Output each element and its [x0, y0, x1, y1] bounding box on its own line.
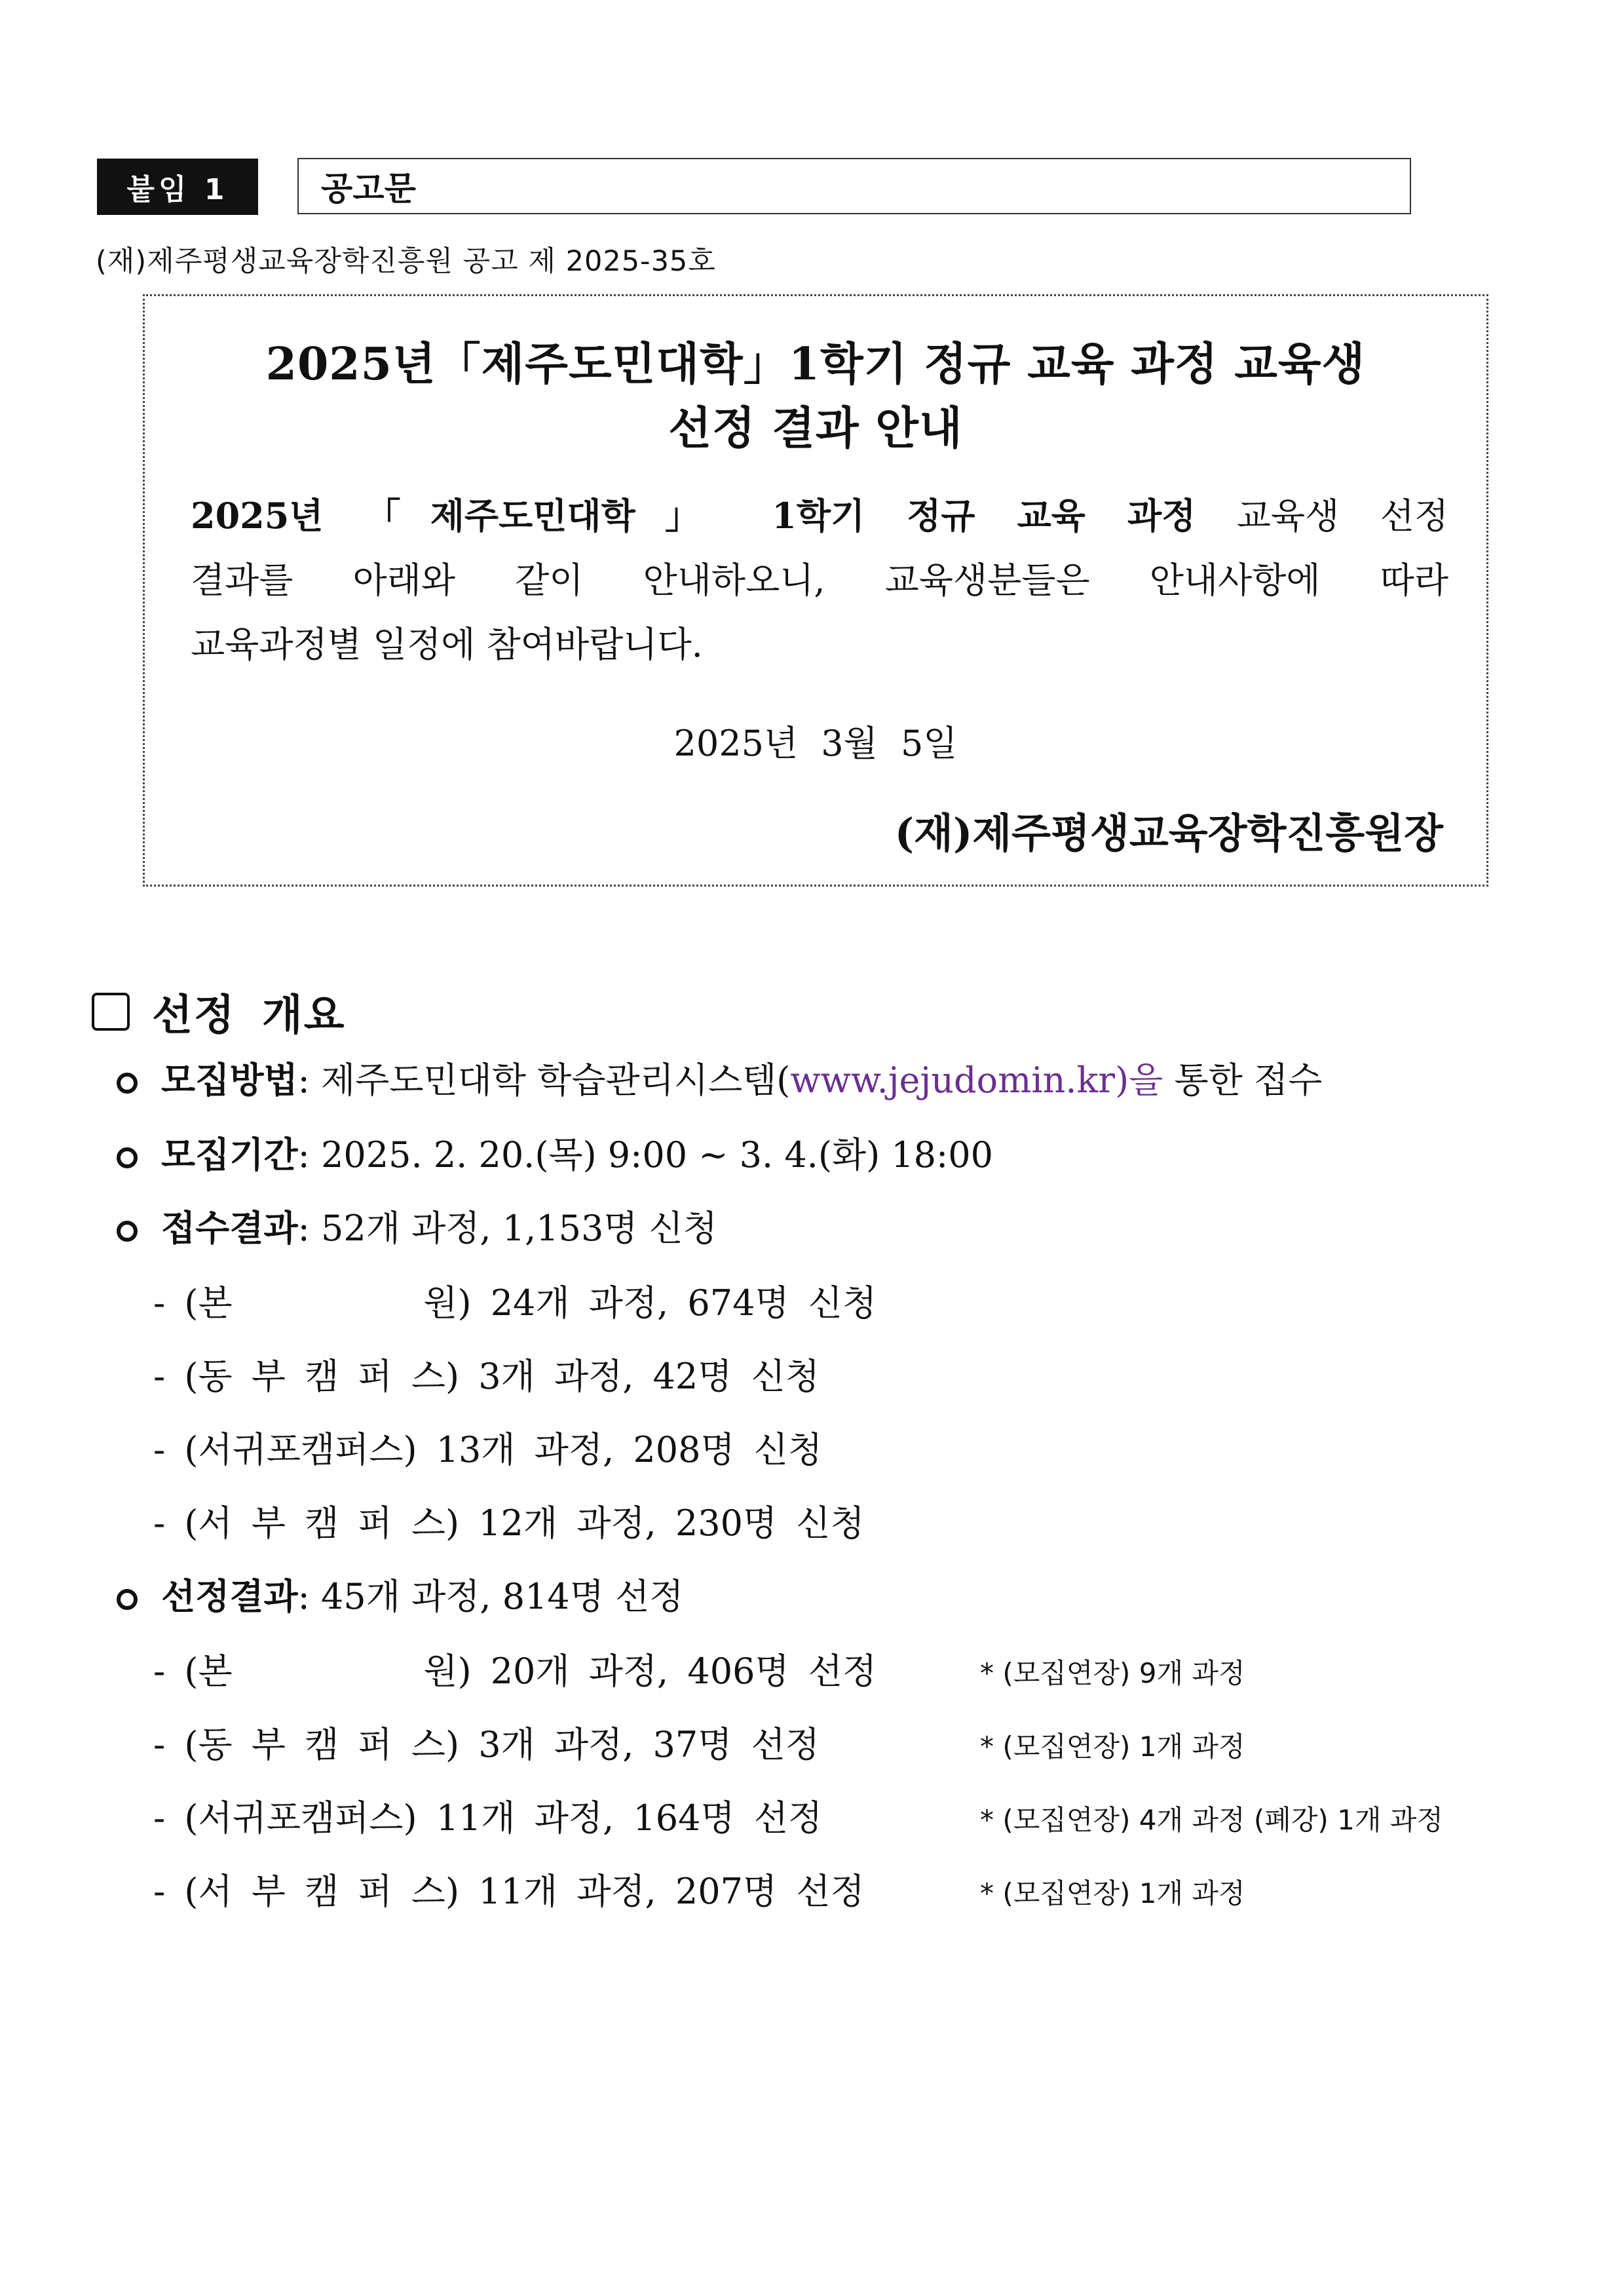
notice-body-line1-rest: 교육생 선정 [1196, 495, 1448, 537]
attachment-title: 공고문 [297, 158, 1411, 214]
notice-title-line2: 선정 결과 안내 [668, 402, 963, 455]
selection-note-west: * (모집연장) 1개 과정 [980, 1877, 1245, 1909]
circle-bullet-icon [117, 1073, 138, 1094]
notice-signer: (재)제주평생교육장학진흥원장 [894, 809, 1443, 857]
circle-bullet-icon [117, 1221, 138, 1242]
selection-row-main: - (본 원) 20개 과정, 406명 선정 [153, 1651, 877, 1692]
selection-note-east: * (모집연장) 1개 과정 [980, 1731, 1245, 1763]
circle-bullet-icon [117, 1147, 138, 1168]
circle-bullet-icon [117, 1589, 138, 1610]
list-item-recruit-period [117, 1127, 993, 1177]
notice-date: 2025년 3월 5일 [673, 723, 958, 764]
notice-body-line2: 결과를 아래와 같이 안내하오니, 교육생분들은 안내사항에 따라 [191, 560, 1448, 601]
item-value: : 2025. 2. 20.(목) 9:00 ~ 3. 4.(화) 18:00 [297, 1134, 993, 1176]
attachment-badge: 붙임 1 [97, 159, 258, 215]
application-row-main: - (본 원) 24개 과정, 674명 신청 [153, 1282, 877, 1324]
item-label: 접수결과 [161, 1207, 298, 1249]
list-item-application-result [117, 1200, 717, 1251]
item-value: : 45개 과정, 814명 선정 [297, 1576, 684, 1617]
notice-body-line3: 교육과정별 일정에 참여바랍니다. [191, 624, 703, 665]
notice-body-bold: 2025년 「제주도민대학」 1학기 정규 교육 과정 [191, 495, 1196, 537]
selection-note-main: * (모집연장) 9개 과정 [980, 1657, 1245, 1689]
notice-body [191, 484, 1448, 677]
selection-row-east: - (동 부 캠 퍼 스) 3개 과정, 37명 선정 [153, 1724, 820, 1765]
list-item-selection-result [117, 1569, 683, 1619]
application-row-west: - (서 부 캠 퍼 스) 12개 과정, 230명 신청 [153, 1502, 865, 1544]
item-value: : 52개 과정, 1,153명 신청 [297, 1208, 717, 1249]
section-heading-text: 선정 개요 [152, 991, 346, 1040]
notice-title-line1: 2025년「제주도민대학」1학기 정규 교육 과정 교육생 [265, 338, 1366, 391]
link-suffix: )을 [1115, 1060, 1163, 1101]
item-label: 모집방법 [161, 1059, 298, 1101]
list-item-recruit-method [117, 1052, 1322, 1103]
notice-box [143, 294, 1488, 887]
notice-body-line1 [191, 484, 1448, 548]
application-row-seogwipo: - (서귀포캠퍼스) 13개 과정, 208명 신청 [153, 1429, 823, 1470]
selection-row-west: - (서 부 캠 퍼 스) 11개 과정, 207명 선정 [153, 1871, 865, 1912]
notice-number: (재)제주평생교육장학진흥원 공고 제 2025-35호 [96, 245, 716, 278]
selection-row-seogwipo: - (서귀포캠퍼스) 11개 과정, 164명 선정 [153, 1797, 823, 1839]
selection-note-seogwipo: * (모집연장) 4개 과정 (폐강) 1개 과정 [980, 1804, 1443, 1836]
checkbox-icon [92, 993, 130, 1031]
application-row-east: - (동 부 캠 퍼 스) 3개 과정, 42명 신청 [153, 1356, 820, 1397]
section-heading [92, 982, 346, 1042]
item-label: 모집기간 [161, 1134, 298, 1176]
website-link[interactable]: www.jejudomin.kr [790, 1060, 1116, 1101]
item-value-prefix: : 제주도민대학 학습관리시스템( [297, 1060, 791, 1101]
item-value-suffix: 통한 접수 [1163, 1060, 1323, 1101]
item-label: 선정결과 [161, 1575, 298, 1617]
